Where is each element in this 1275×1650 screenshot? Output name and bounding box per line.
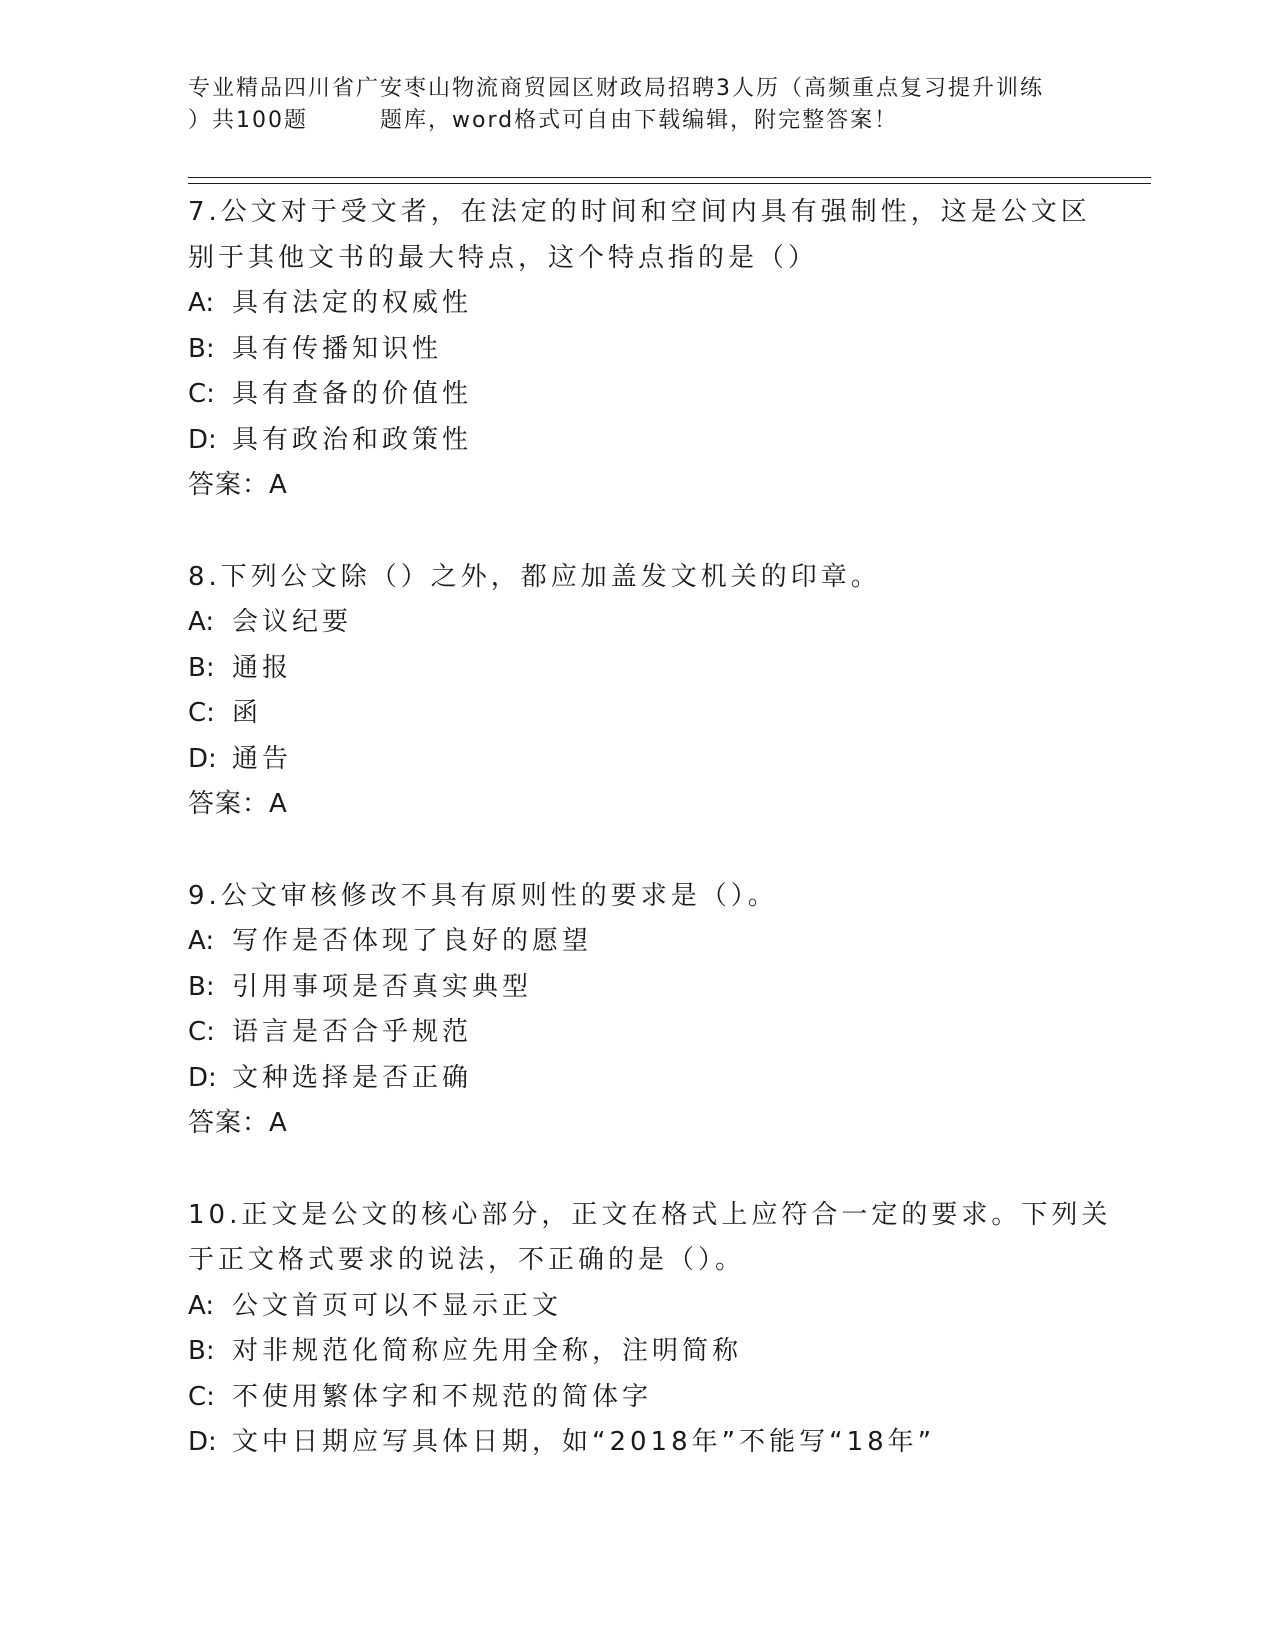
option-text: 具有查备的价值性 bbox=[232, 379, 473, 409]
option-text: 通报 bbox=[232, 652, 293, 683]
option-key: C: bbox=[188, 1017, 215, 1047]
option-key: B: bbox=[188, 652, 215, 683]
option-text: 通告 bbox=[232, 743, 293, 774]
option-a bbox=[188, 281, 1088, 327]
option-text: 文种选择是否正确 bbox=[232, 1062, 473, 1093]
option-key: D: bbox=[188, 743, 217, 774]
header-rule-top bbox=[188, 177, 1151, 178]
question-stem-line: 10.正文是公文的核心部分，正文在格式上应符合一定的要求。下列关 bbox=[188, 1199, 1112, 1230]
option-d bbox=[188, 418, 1088, 464]
option-text: 会议纪要 bbox=[232, 607, 353, 637]
answer-line: 答案：A bbox=[188, 470, 288, 500]
option-text: 不使用繁体字和不规范的简体字 bbox=[232, 1381, 653, 1412]
answer-line: 答案：A bbox=[188, 789, 288, 819]
question-stem-line: 7.公文对于受文者，在法定的时间和空间内具有强制性，这是公文区 bbox=[188, 197, 1091, 227]
question-9 bbox=[188, 874, 1088, 1147]
option-key: B: bbox=[188, 1336, 215, 1366]
option-a bbox=[188, 919, 1088, 965]
option-key: D: bbox=[188, 1062, 217, 1093]
option-key: B: bbox=[188, 333, 215, 364]
answer-line: 答案：A bbox=[188, 1108, 288, 1138]
option-key: A: bbox=[188, 288, 215, 318]
option-text: 对非规范化简称应先用全称，注明简称 bbox=[232, 1336, 743, 1366]
option-text: 具有传播知识性 bbox=[232, 333, 443, 364]
option-a bbox=[188, 600, 1088, 646]
option-b bbox=[188, 646, 1088, 692]
option-b bbox=[188, 965, 1088, 1011]
option-text: 公文首页可以不显示正文 bbox=[232, 1290, 563, 1321]
header-line-1: 专业精品四川省广安枣山物流商贸园区财政局招聘3人历（高频重点复习提升训练 bbox=[188, 76, 1044, 101]
option-c bbox=[188, 1375, 1088, 1421]
question-list bbox=[188, 190, 1112, 1512]
option-key: A: bbox=[188, 607, 215, 637]
option-text: 文中日期应写具体日期，如“2018年”不能写“18年” bbox=[232, 1427, 936, 1457]
question-8 bbox=[188, 555, 1088, 828]
option-key: A: bbox=[188, 926, 215, 956]
option-text: 引用事项是否真实典型 bbox=[232, 971, 533, 1002]
option-key: D: bbox=[188, 1427, 217, 1457]
option-key: A: bbox=[188, 1290, 215, 1321]
option-b bbox=[188, 327, 1088, 373]
header-line-2 bbox=[188, 105, 1088, 137]
option-key: D: bbox=[188, 424, 217, 455]
document-header bbox=[188, 73, 1088, 137]
option-key: B: bbox=[188, 971, 215, 1002]
option-text: 具有法定的权威性 bbox=[232, 288, 473, 318]
header-rule-bottom bbox=[188, 183, 1151, 184]
question-7 bbox=[188, 190, 1091, 509]
option-text: 语言是否合乎规范 bbox=[232, 1017, 473, 1047]
header-line-2-end: 题库，word格式可自由下载编辑，附完整答案！ bbox=[380, 108, 899, 133]
option-text: 具有政治和政策性 bbox=[232, 424, 473, 455]
option-c bbox=[188, 691, 1088, 737]
header-line-2-start: ）共100题 bbox=[188, 108, 308, 133]
option-key: C: bbox=[188, 1381, 215, 1412]
question-stem-line: 于正文格式要求的说法，不正确的是（）。 bbox=[188, 1245, 746, 1275]
option-b bbox=[188, 1329, 1088, 1375]
option-d bbox=[188, 1056, 1088, 1102]
question-stem-line: 9.公文审核修改不具有原则性的要求是（）。 bbox=[188, 880, 778, 911]
option-c bbox=[188, 1010, 1088, 1056]
option-text: 写作是否体现了良好的愿望 bbox=[232, 926, 593, 956]
option-c bbox=[188, 372, 1088, 418]
option-key: C: bbox=[188, 379, 215, 409]
option-text: 函 bbox=[232, 698, 263, 728]
question-stem-line: 别于其他文书的最大特点，这个特点指的是（） bbox=[188, 242, 819, 273]
question-stem-line: 8.下列公文除（）之外，都应加盖发文机关的印章。 bbox=[188, 561, 881, 592]
option-d bbox=[188, 737, 1088, 783]
question-10 bbox=[188, 1193, 1112, 1466]
option-a bbox=[188, 1284, 1088, 1330]
option-d bbox=[188, 1420, 1088, 1466]
option-key: C: bbox=[188, 698, 215, 728]
